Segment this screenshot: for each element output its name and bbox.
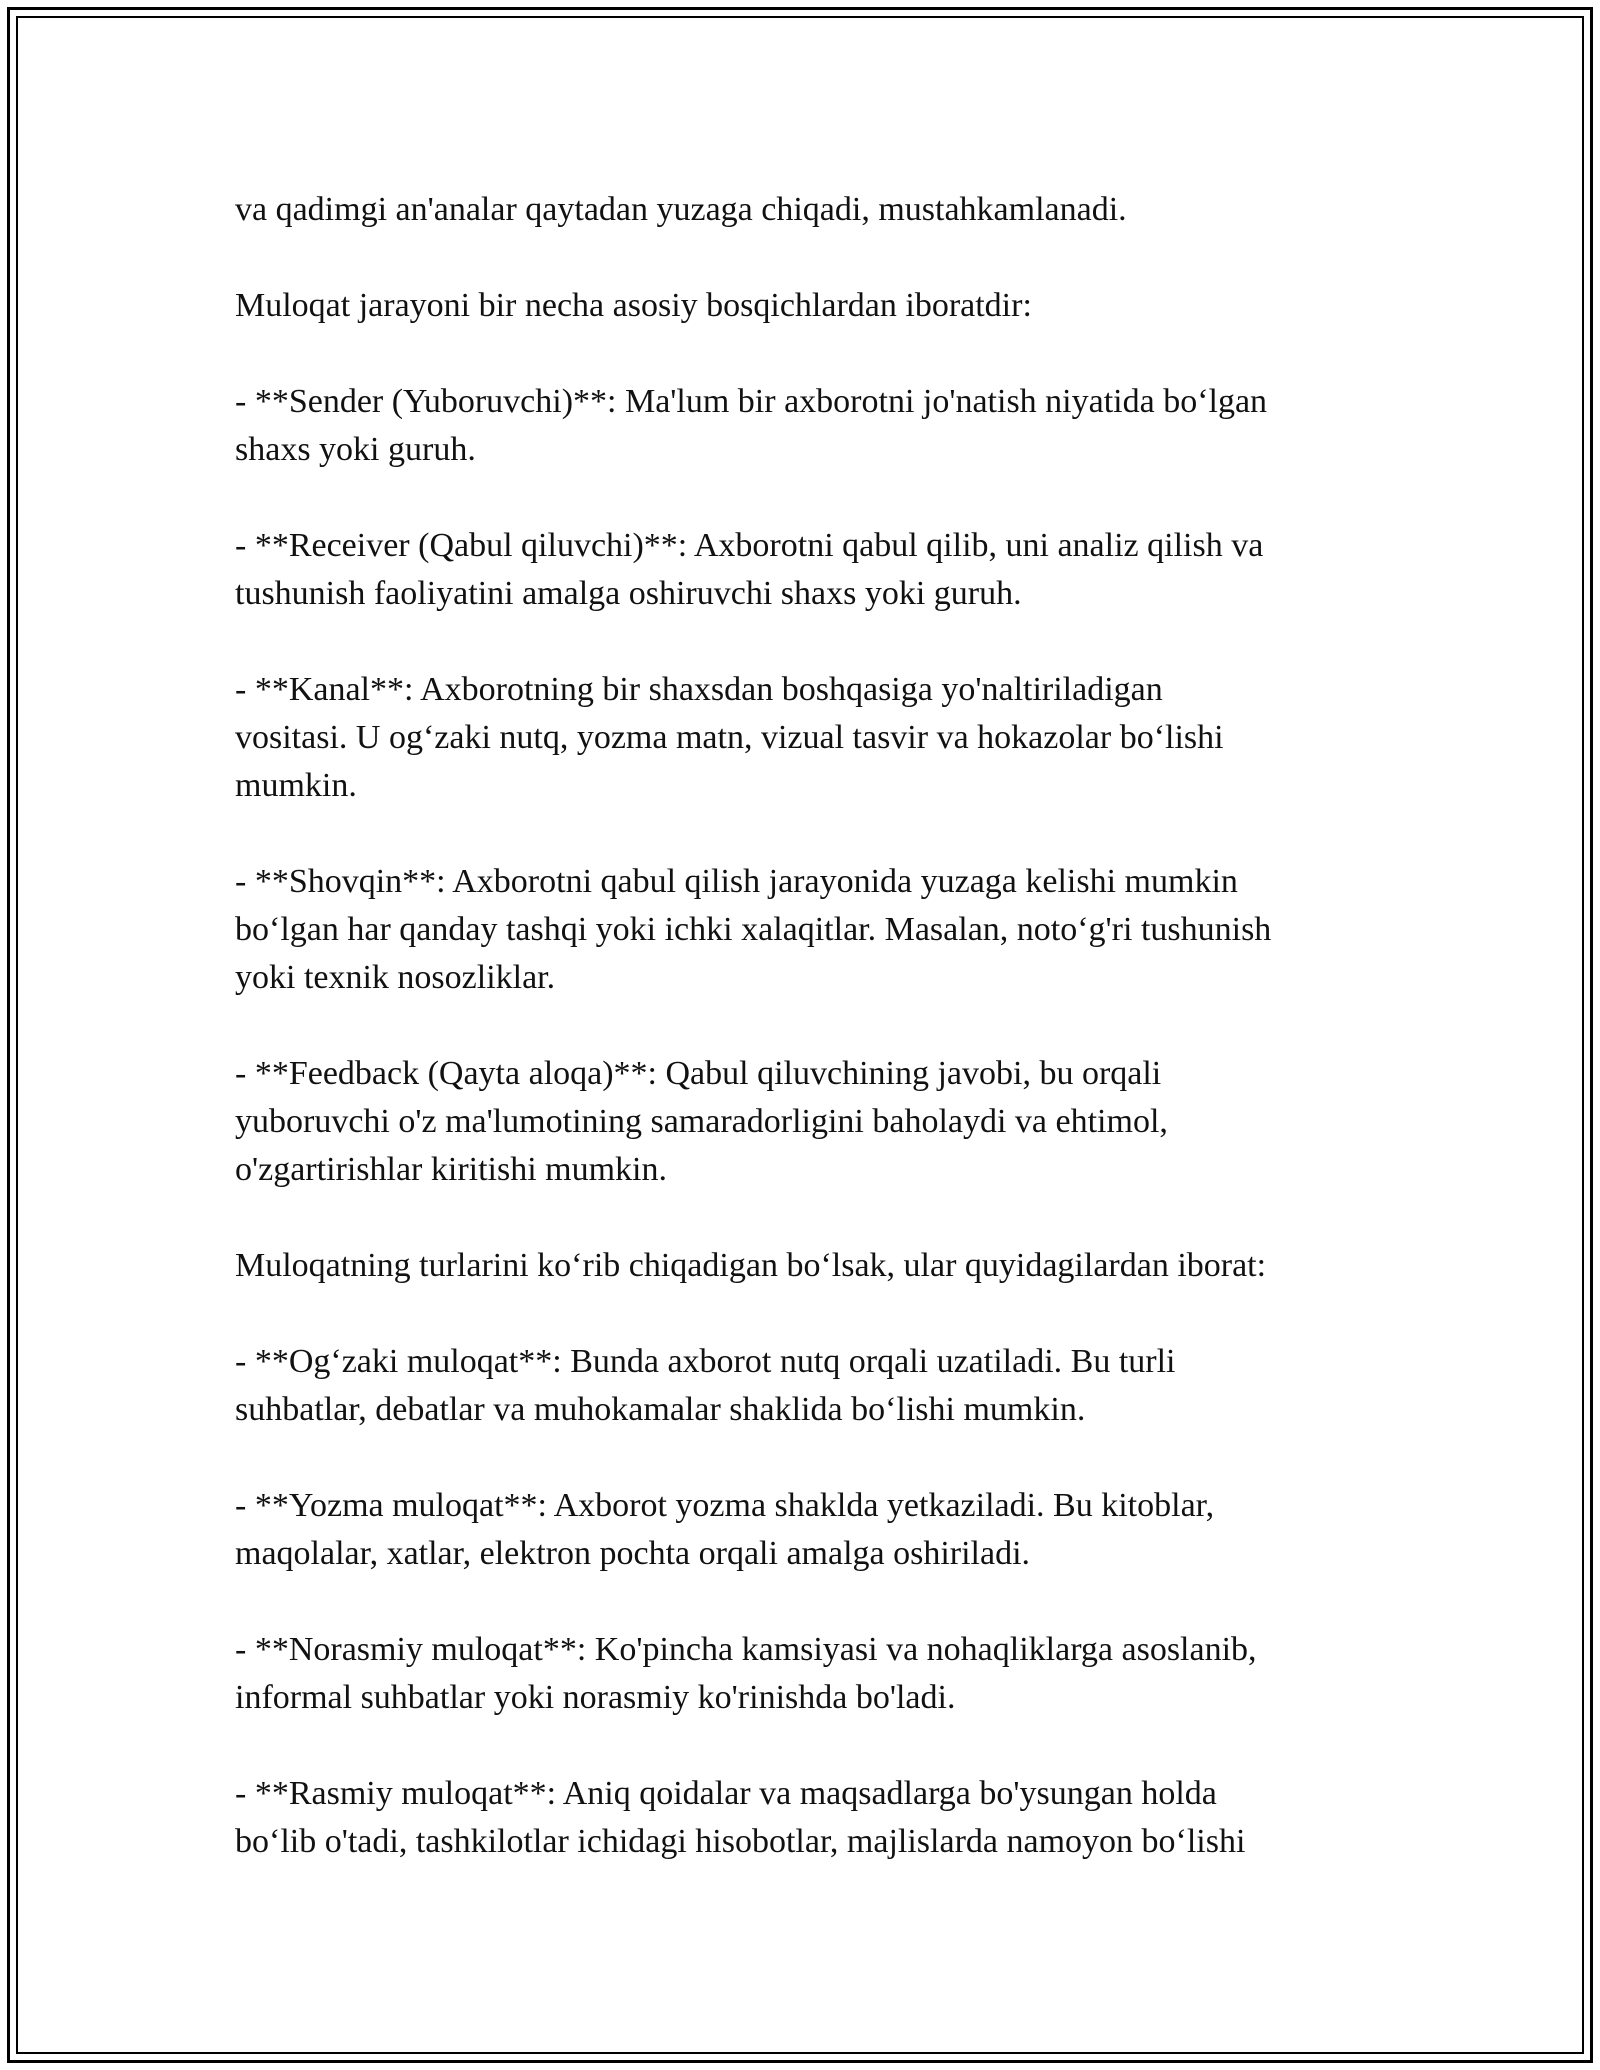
list-item-sender: - **Sender (Yuboruvchi)**: Ma'lum bir axborotni jo'natish niyatida bo‘lgan shaxs yoki guruh. bbox=[235, 383, 1268, 468]
list-item-receiver: - **Receiver (Qabul qiluvchi)**: Axborotni qabul qilib, uni analiz qilish va tushunish faoliyatini amalga oshiruvchi shaxs yoki guruh. bbox=[235, 527, 1264, 612]
list-item-oral-communication: - **Og‘zaki muloqat**: Bunda axborot nutq orqali uzatiladi. Bu turli suhbatlar, debatlar va muhokamalar shaklida bo‘lishi mumkin. bbox=[235, 1343, 1176, 1428]
list-item-noise: - **Shovqin**: Axborotni qabul qilish jarayonida yuzaga kelishi mumkin bo‘lgan har qanday tashqi yoki ichki xalaqitlar. Masalan, noto‘g'ri tushunish yoki texnik nosozliklar. bbox=[235, 863, 1272, 996]
document-body bbox=[235, 186, 1365, 1866]
paragraph-process-stages-heading: Muloqat jarayoni bir necha asosiy bosqichlardan iboratdir: bbox=[235, 287, 1032, 324]
list-item-channel: - **Kanal**: Axborotning bir shaxsdan boshqasiga yo'naltiriladigan vositasi. U og‘zaki nutq, yozma matn, vizual tasvir va hokazolar bo‘lishi mumkin. bbox=[235, 671, 1224, 804]
paragraph-communication-types-heading: Muloqatning turlarini ko‘rib chiqadigan bo‘lsak, ular quyidagilardan iborat: bbox=[235, 1247, 1267, 1284]
list-item-formal-communication: - **Rasmiy muloqat**: Aniq qoidalar va maqsadlarga bo'ysungan holda bo‘lib o'tadi, tashkilotlar ichidagi hisobotlar, majlislarda namoyon bo‘lishi bbox=[235, 1775, 1246, 1860]
list-item-written-communication: - **Yozma muloqat**: Axborot yozma shakldа yetkaziladi. Bu kitoblar, maqolalar, xatlar, elektron pochta orqali amalga oshiriladi. bbox=[235, 1487, 1215, 1572]
list-item-feedback: - **Feedback (Qayta aloqa)**: Qabul qiluvchining javobi, bu orqali yuboruvchi o'z ma'lumotining samaradorligini baholaydi va ehtimol, o'zgartirishlar kiritishi mumkin. bbox=[235, 1055, 1168, 1188]
paragraph-intro-continuation: va qadimgi an'analar qaytadan yuzaga chiqadi, mustahkamlanadi. bbox=[235, 191, 1127, 228]
list-item-informal-communication: - **Norasmiy muloqat**: Ko'pincha kamsiyasi va nohaqliklarga asoslanib, informal suhbatlar yoki norasmiy ko'rinishda bo'ladi. bbox=[235, 1631, 1257, 1716]
